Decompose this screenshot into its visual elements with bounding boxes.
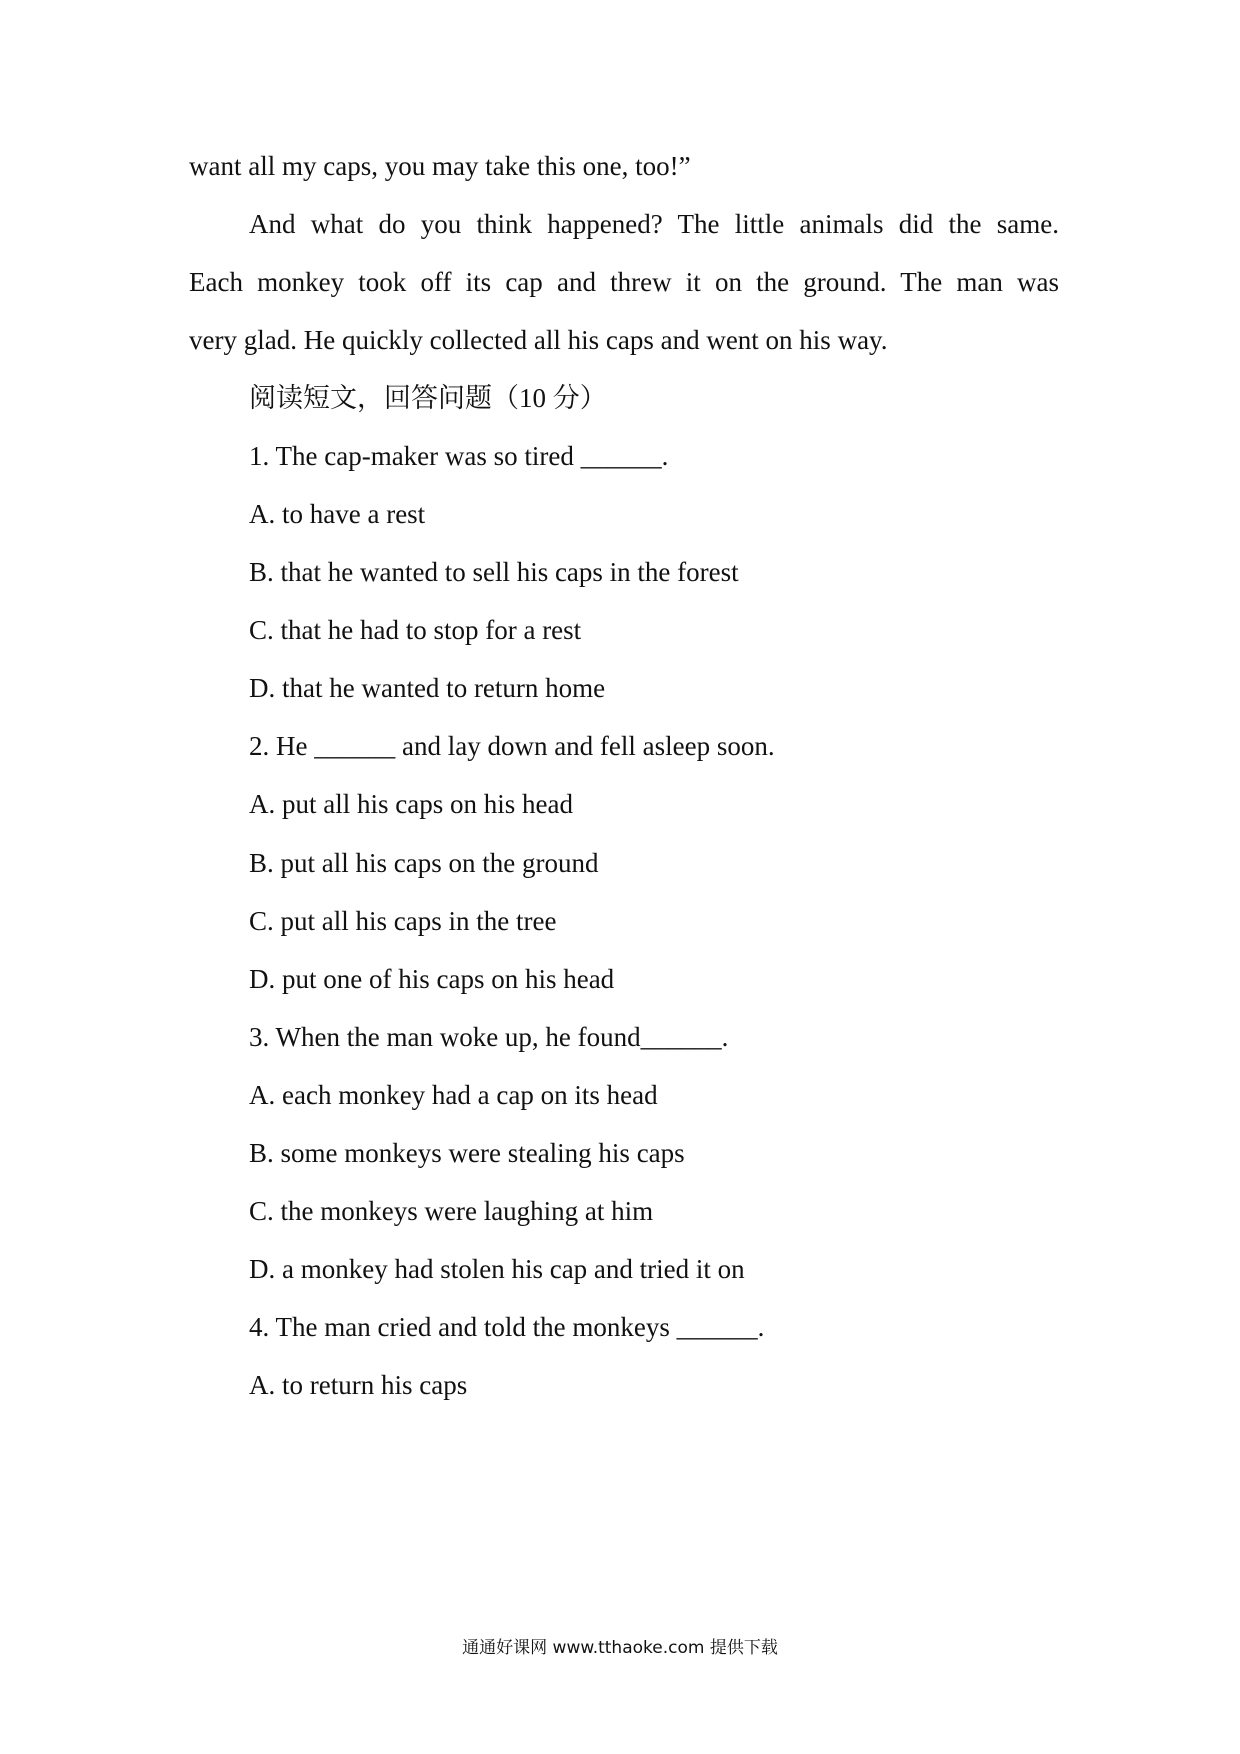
question-2-option-c: C. put all his caps in the tree	[249, 906, 557, 936]
section-heading: 阅读短文，回答问题（10 分）	[249, 383, 607, 413]
question-3-stem: 3. When the man woke up, he found______.	[249, 1022, 729, 1052]
question-1-stem: 1. The cap-maker was so tired ______.	[249, 441, 669, 471]
question-3-option-d: D. a monkey had stolen his cap and tried it on	[249, 1254, 745, 1284]
question-3-option-c: C. the monkeys were laughing at him	[249, 1196, 654, 1226]
question-3-option-a: A. each monkey had a cap on its head	[249, 1080, 658, 1110]
passage-line-3: Each monkey took off its cap and threw it on the ground. The man was	[189, 267, 1059, 297]
question-2-option-b: B. put all his caps on the ground	[249, 848, 599, 878]
question-2-stem: 2. He ______ and lay down and fell asleep soon.	[249, 731, 775, 761]
question-1-option-d: D. that he wanted to return home	[249, 673, 606, 703]
question-1-option-c: C. that he had to stop for a rest	[249, 615, 582, 645]
question-1-option-a: A. to have a rest	[249, 499, 426, 529]
question-1-option-b: B. that he wanted to sell his caps in the forest	[249, 557, 739, 587]
page-footer: 通通好课网 www.tthaoke.com 提供下载	[462, 1638, 778, 1658]
question-3-option-b: B. some monkeys were stealing his caps	[249, 1138, 685, 1168]
passage-line-4: very glad. He quickly collected all his caps and went on his way.	[189, 325, 888, 355]
passage-line-1: want all my caps, you may take this one, too!”	[189, 151, 691, 181]
question-2-option-d: D. put one of his caps on his head	[249, 964, 615, 994]
question-2-option-a: A. put all his caps on his head	[249, 789, 573, 819]
question-4-option-a: A. to return his caps	[249, 1370, 468, 1400]
question-4-stem: 4. The man cried and told the monkeys ______.	[249, 1312, 765, 1342]
passage-line-2: And what do you think happened? The little animals did the same.	[249, 209, 1059, 239]
